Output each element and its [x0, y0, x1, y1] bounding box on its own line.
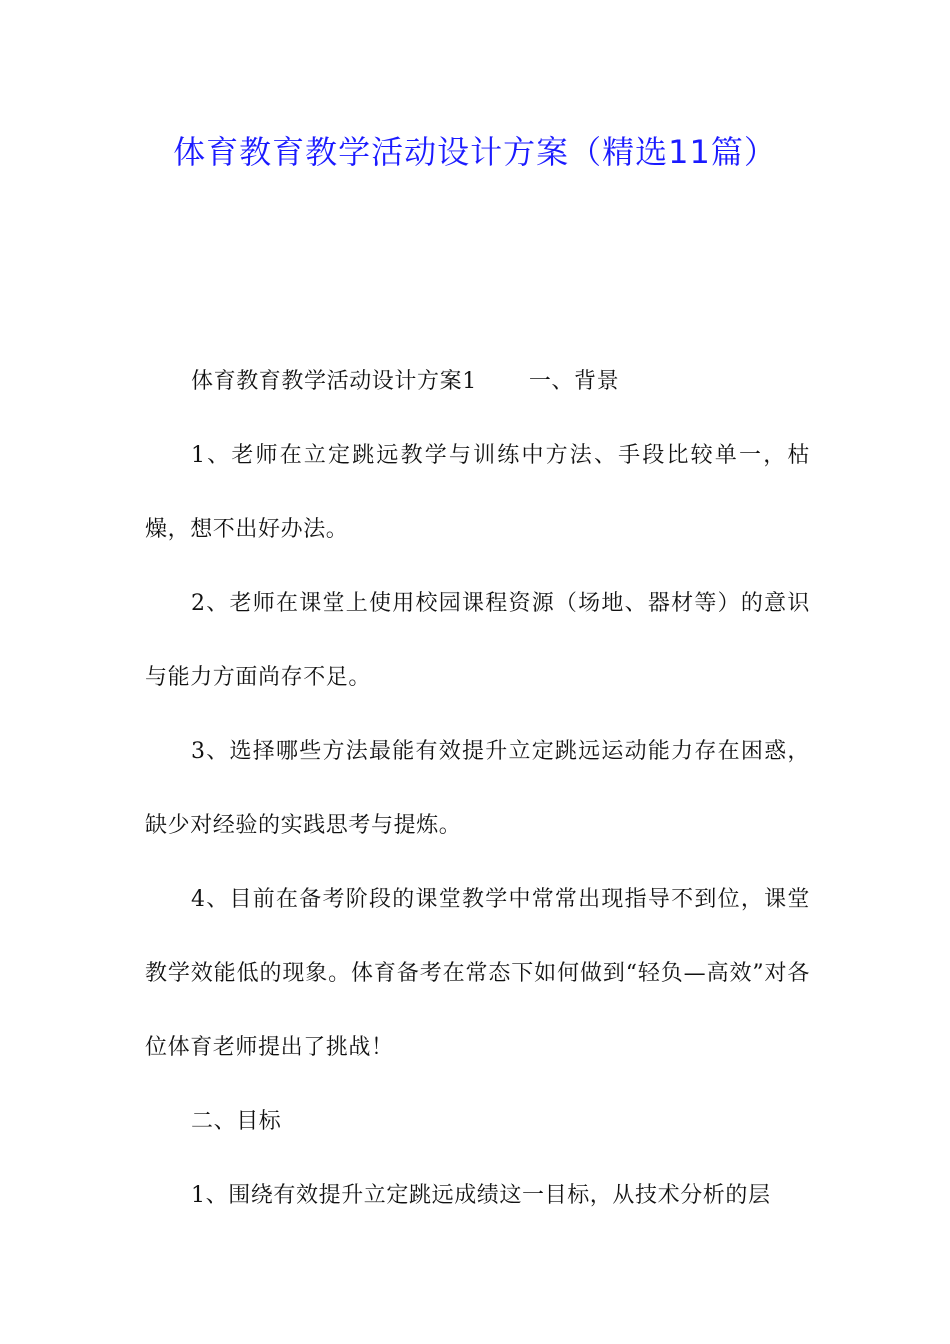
document-title: 体育教育教学活动设计方案（精选11篇）: [173, 133, 777, 171]
paragraph: 4、目前在备考阶段的课堂教学中常常出现指导不到位，课堂教学效能低的现象。体育备考在常态下如何做到“轻负—高效”对各位体育老师提出了挑战！: [145, 887, 810, 1060]
paragraph: 2、老师在课堂上使用校园课程资源（场地、器材等）的意识与能力方面尚存不足。: [145, 591, 810, 690]
paragraph: 3、选择哪些方法最能有效提升立定跳远运动能力存在困惑，缺少对经验的实践思考与提炼。: [145, 739, 810, 838]
section-heading: 一、背景: [528, 369, 620, 394]
subheading: 二、目标: [191, 1109, 282, 1134]
section-title-line: [145, 345, 810, 419]
section-title: 体育教育教学活动设计方案1: [191, 369, 477, 394]
paragraph: 1、围绕有效提升立定跳远成绩这一目标，从技术分析的层: [191, 1183, 771, 1208]
paragraph: 1、老师在立定跳远教学与训练中方法、手段比较单一，枯燥，想不出好办法。: [145, 443, 810, 542]
document-body: [145, 345, 810, 1233]
